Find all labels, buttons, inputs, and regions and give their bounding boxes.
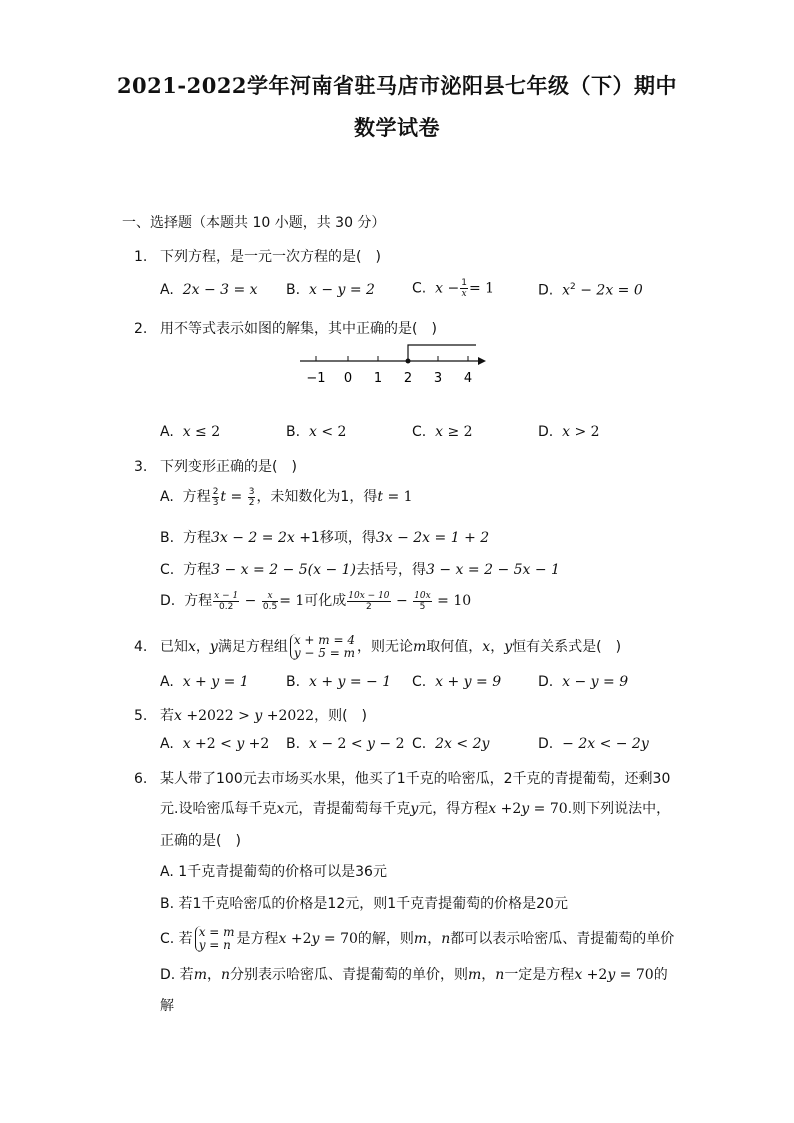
- q6-stem-line3: 正确的是( ): [160, 833, 241, 849]
- question-number: 5.: [134, 708, 148, 724]
- question-1: [134, 246, 381, 266]
- q6-option-b: B. 若1千克哈密瓜的价格是12元，则1千克青提葡萄的价格是20元: [160, 896, 568, 912]
- q3-option-a: A. 方程 $\frac{2}{3}$ t = $\frac{3}{2}$ ，未知数化为1，得t = 1: [160, 486, 413, 508]
- q4-option-c: C. x + y = 9: [412, 674, 502, 690]
- q5-option-d: D. − 2x < − 2y: [538, 736, 649, 752]
- q6-option-a: A. 1千克青提葡萄的价格可以是36元: [160, 864, 387, 880]
- question-stem: 用不等式表示如图的解集，其中正确的是( ): [160, 321, 437, 337]
- question-5: 5. 若x +2022 > y +2022，则( ): [134, 708, 368, 724]
- tick-label: 1: [373, 371, 383, 386]
- closed-point: [406, 359, 411, 364]
- q5-option-a: A. x +2 < y +2: [160, 736, 270, 752]
- question-number: 2.: [134, 321, 148, 337]
- q5-option-b: B. x − 2 < y − 2: [286, 736, 405, 752]
- q2-option-a: A. x ≤ 2: [160, 424, 221, 440]
- axis-arrowhead: [478, 357, 486, 365]
- tick-label: 3: [433, 371, 443, 386]
- q6-stem-line2: 元.设哈密瓜每千克x元，青提葡萄每千克y元，得方程x +2y = 70.则下列说法中，: [160, 801, 671, 817]
- exam-title-line2: 数学试卷: [354, 115, 440, 140]
- question-stem: 下列方程，是一元一次方程的是( ): [160, 249, 381, 265]
- question-2: [134, 318, 437, 338]
- axis-ticks: [316, 356, 468, 361]
- question-6: 6. 某人带了100元去市场买水果，他买了1千克的哈密瓜，2千克的青提葡萄，还剩30: [134, 771, 671, 787]
- q2-option-d: D. x > 2: [538, 424, 600, 440]
- q3-option-b: B. 方程3x − 2 = 2x +1移项，得3x − 2x = 1 + 2: [160, 530, 490, 546]
- question-4: 4. 已知x，y满足方程组 x + m = 4 y − 5 = m ，则无论m取何值，x，y恒有关系式是( ): [134, 633, 622, 660]
- question-number: 3.: [134, 459, 148, 475]
- q6-option-d: D. 若m，n分别表示哈密瓜、青提葡萄的单价，则m，n一定是方程x +2y = 70的: [160, 967, 668, 983]
- tick-label: 2: [403, 371, 413, 386]
- q6-option-c: C. 若 x = m y = n 是方程x +2y = 70的解，则m，n都可以表示哈密瓜、青提葡萄的单价: [160, 925, 675, 952]
- tick-label: −1: [306, 371, 326, 386]
- q3-option-c: C. 方程3 − x = 2 − 5(x − 1)去括号，得3 − x = 2 − 5x − 1: [160, 562, 560, 578]
- tick-label: 4: [463, 371, 473, 386]
- exam-title-line1: 2021-2022学年河南省驻马店市泌阳县七年级（下）期中: [116, 73, 678, 98]
- question-number: 1.: [134, 249, 148, 265]
- q1-option-c: C. x − $\frac{1}{x}$ = 1: [412, 278, 495, 299]
- q1-option-b: B. x − y = 2: [286, 282, 375, 298]
- number-line-figure: [290, 336, 490, 390]
- q4-option-a: A. x + y = 1: [160, 674, 249, 690]
- section-heading: 一、选择题（本题共 10 小题，共 30 分）: [122, 215, 386, 231]
- solution-bracket: [408, 345, 476, 361]
- q1-option-d: D. $x^2 - 2x = 0$: [538, 282, 643, 299]
- tick-label: 0: [343, 371, 353, 386]
- q1-option-a: A. 2x − 3 = x: [160, 282, 258, 298]
- question-number: 6.: [134, 771, 148, 787]
- question-number: 4.: [134, 639, 148, 655]
- q3-option-d: D. 方程 $\frac{x - 1}{0.2}$ − $\frac{x}{0.5}$ = 1可化成 $\frac{10x - 10}{2}$ − $\frac{10x}{5}$ = 10: [160, 590, 472, 612]
- q5-option-c: C. 2x < 2y: [412, 736, 490, 752]
- q4-option-b: B. x + y = − 1: [286, 674, 392, 690]
- question-stem: 下列变形正确的是( ): [160, 459, 297, 475]
- q2-option-b: B. x < 2: [286, 424, 347, 440]
- q6-option-d-continued: 解: [160, 998, 174, 1014]
- q4-option-d: D. x − y = 9: [538, 674, 629, 690]
- question-3: [134, 456, 297, 476]
- q2-option-c: C. x ≥ 2: [412, 424, 473, 440]
